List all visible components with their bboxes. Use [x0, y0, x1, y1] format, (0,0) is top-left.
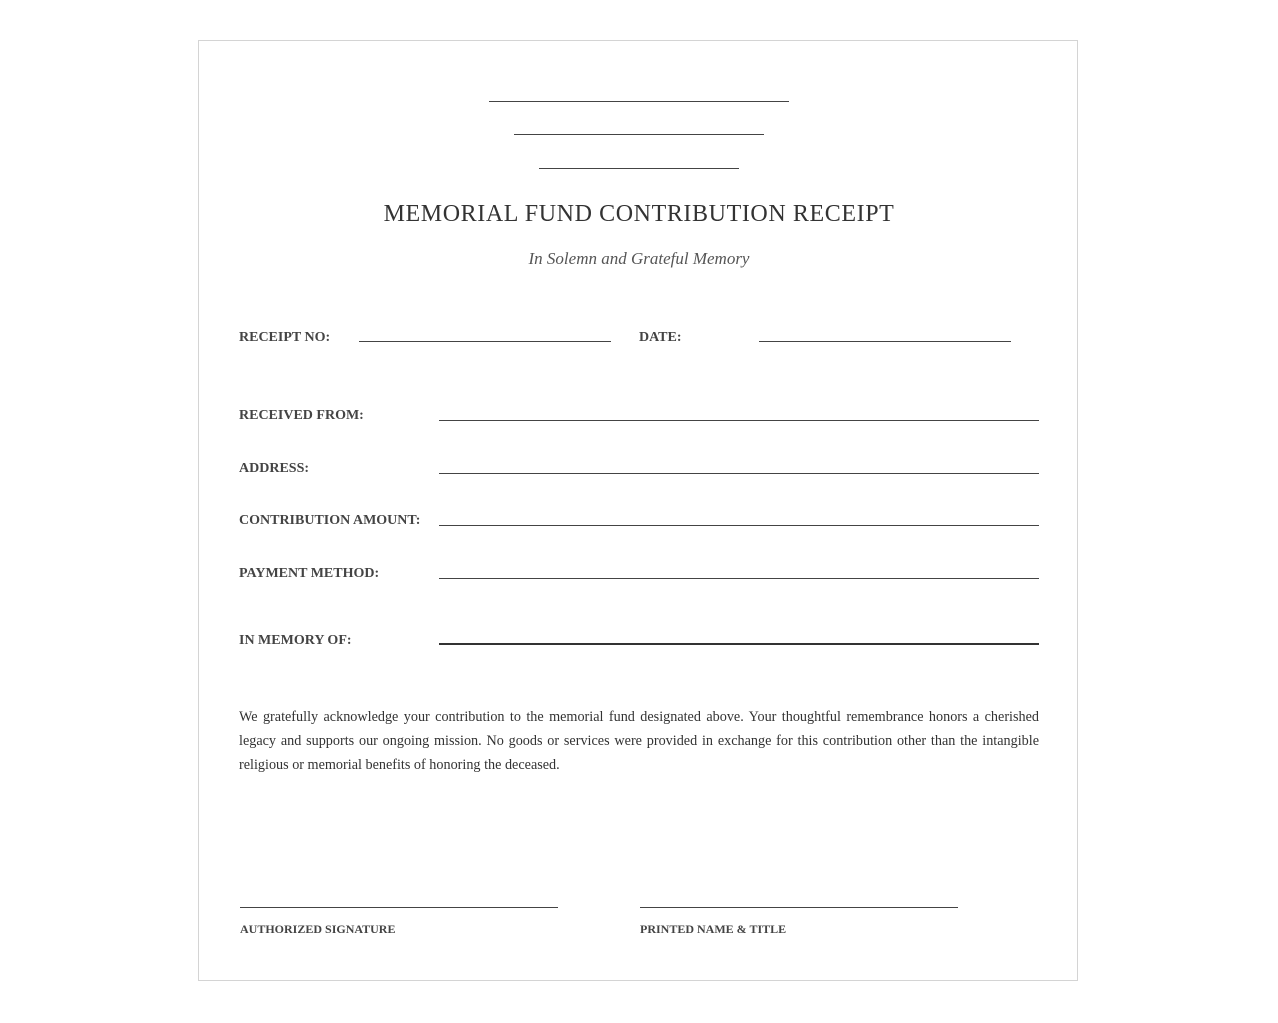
in-memory-of-label: IN MEMORY OF:	[239, 633, 352, 648]
address-field[interactable]	[439, 473, 1039, 474]
date-label: DATE:	[639, 330, 682, 345]
received-from-label: RECEIVED FROM:	[239, 408, 364, 423]
document-subtitle: In Solemn and Grateful Memory	[528, 249, 750, 268]
received-from-field[interactable]	[439, 420, 1039, 421]
authorized-signature-label: AUTHORIZED SIGNATURE	[240, 922, 396, 936]
payment-method-label: PAYMENT METHOD:	[239, 566, 380, 581]
in-memory-of-field[interactable]	[439, 643, 1039, 645]
contribution-amount-field[interactable]	[439, 525, 1039, 526]
printed-name-line[interactable]	[640, 907, 958, 908]
payment-method-field[interactable]	[439, 578, 1039, 579]
document-title: MEMORIAL FUND CONTRIBUTION RECEIPT	[383, 201, 895, 227]
authorized-signature-line[interactable]	[240, 907, 558, 908]
organization-address-line	[514, 134, 764, 135]
printed-name-label: PRINTED NAME & TITLE	[640, 922, 787, 936]
organization-name-line	[489, 101, 789, 102]
acknowledgment-text: We gratefully acknowledge your contribution to the memorial fund designated above. Your thoughtful remembrance honors a cherished legacy and supports our ongoing mission. No goods or services were provided in exchange for this contribution other than the intangible religious or memorial benefits of honoring the deceased.	[239, 709, 1039, 773]
date-field[interactable]	[759, 341, 1011, 342]
contribution-amount-label: CONTRIBUTION AMOUNT:	[239, 513, 421, 528]
address-label: ADDRESS:	[239, 461, 310, 476]
receipt-page	[198, 40, 1078, 981]
receipt-no-label: RECEIPT NO:	[239, 330, 331, 345]
organization-contact-line	[539, 168, 739, 169]
receipt-no-field[interactable]	[359, 341, 611, 342]
